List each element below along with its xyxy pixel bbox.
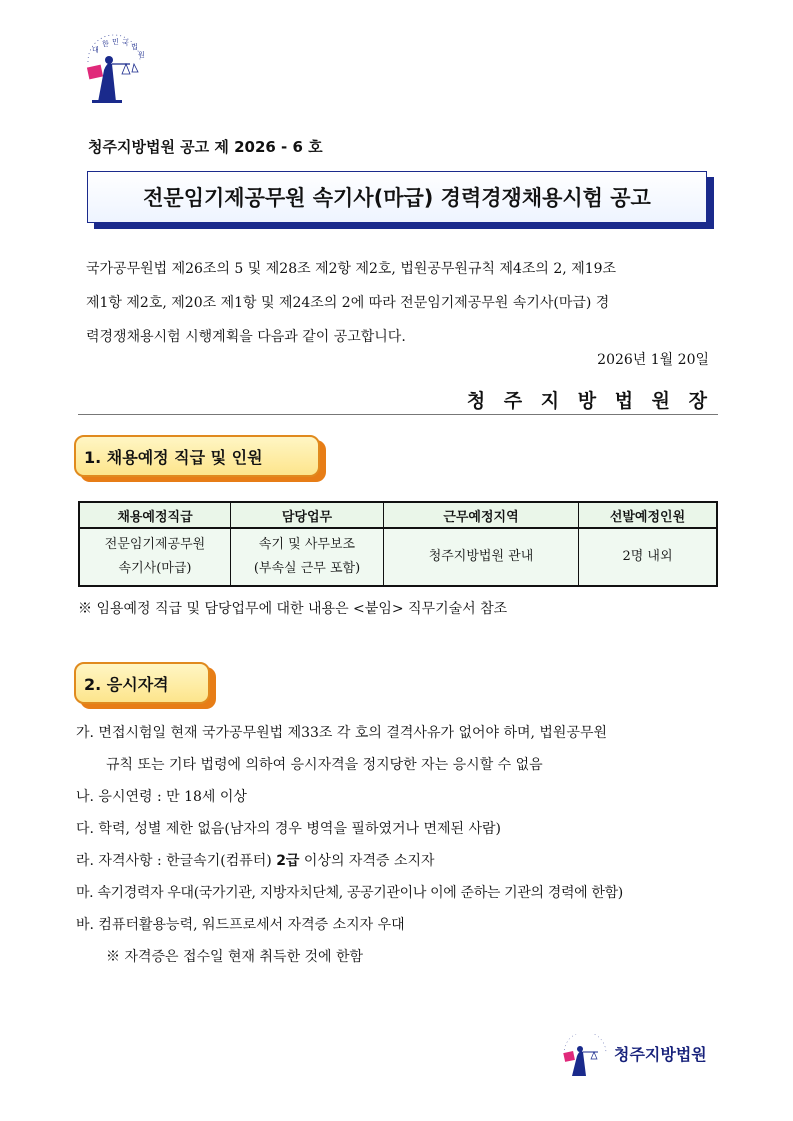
list-item-text: 라. 자격사항 : 한글속기(컴퓨터) (76, 853, 272, 869)
list-item: 마. 속기경력자 우대(국가기관, 지방자치단체, 공공기관이나 이에 준하는 기관의 경력에 한함) (76, 885, 623, 901)
svg-text:원: 원 (138, 51, 145, 59)
table-row (79, 528, 717, 586)
list-item: 나. 응시연령 : 만 18세 이상 (76, 789, 247, 805)
recruitment-table (78, 501, 718, 587)
table-header: 담당업무 (231, 502, 384, 528)
svg-text:법: 법 (131, 43, 138, 51)
list-item (76, 850, 435, 870)
intro-line: 제1항 제2호, 제20조 제1항 및 제24조의 2에 따라 전문임기제공무원 속기사(마급) 경 (86, 295, 610, 311)
svg-text:대: 대 (92, 46, 99, 54)
table-header: 채용예정직급 (79, 502, 231, 528)
page-title: 전문임기제공무원 속기사(마급) 경력경쟁채용시험 공고 (87, 171, 707, 223)
list-item: 다. 학력, 성별 제한 없음(남자의 경우 병역을 필하였거나 면제된 사람) (76, 821, 502, 837)
svg-text:민: 민 (112, 38, 119, 46)
svg-text:한: 한 (102, 40, 109, 48)
table-cell-text: 속기 및 사무보조 (부속실 근무 포함) (253, 537, 361, 576)
table-header: 근무예정지역 (384, 502, 579, 528)
table-cell-region: 청주지방법원 관내 (384, 528, 579, 586)
table-cell-count: 2명 내외 (579, 528, 718, 586)
table-note: ※ 임용예정 직급 및 담당업무에 대한 내용은 <붙임> 직무기술서 참조 (78, 601, 508, 617)
list-item-continuation: 규칙 또는 기타 법령에 의하여 응시자격을 정지당한 자는 응시할 수 없음 (106, 757, 543, 773)
court-emblem-icon (556, 1034, 614, 1076)
court-emblem-icon (78, 30, 150, 104)
list-item: 바. 컴퓨터활용능력, 워드프로세서 자격증 소지자 우대 (76, 917, 405, 933)
list-item-text: 이상의 자격증 소지자 (303, 853, 435, 869)
signer-name: 청 주 지 방 법 원 장 (466, 390, 713, 412)
table-cell-duty (231, 528, 384, 586)
table-header: 선발예정인원 (579, 502, 718, 528)
section-heading-2: 2. 응시자격 (74, 662, 210, 704)
list-note: ※ 자격증은 접수일 현재 취득한 것에 한함 (106, 949, 364, 965)
table-cell-grade (79, 528, 231, 586)
divider (78, 414, 718, 415)
intro-line: 력경쟁채용시험 시행계획을 다음과 같이 공고합니다. (86, 329, 406, 345)
list-item-emphasis: 2급 (276, 853, 300, 869)
section-heading-1: 1. 채용예정 직급 및 인원 (74, 435, 320, 477)
table-cell-text: 전문임기제공무원 속기사(마급) (104, 537, 206, 576)
footer-court-name: 청주지방법원 (614, 1045, 707, 1064)
intro-paragraph (86, 252, 716, 354)
list-item: 가. 면접시험일 현재 국가공무원법 제33조 각 호의 결격사유가 없어야 하며, 법원공무원 (76, 725, 608, 741)
svg-text:국: 국 (122, 39, 129, 47)
intro-line: 국가공무원법 제26조의 5 및 제28조 제2항 제2호, 법원공무원규칙 제4조의 2, 제19조 (86, 261, 617, 277)
notice-date: 2026년 1월 20일 (597, 352, 709, 368)
notice-number: 청주지방법원 공고 제 2026 - 6 호 (88, 138, 323, 156)
